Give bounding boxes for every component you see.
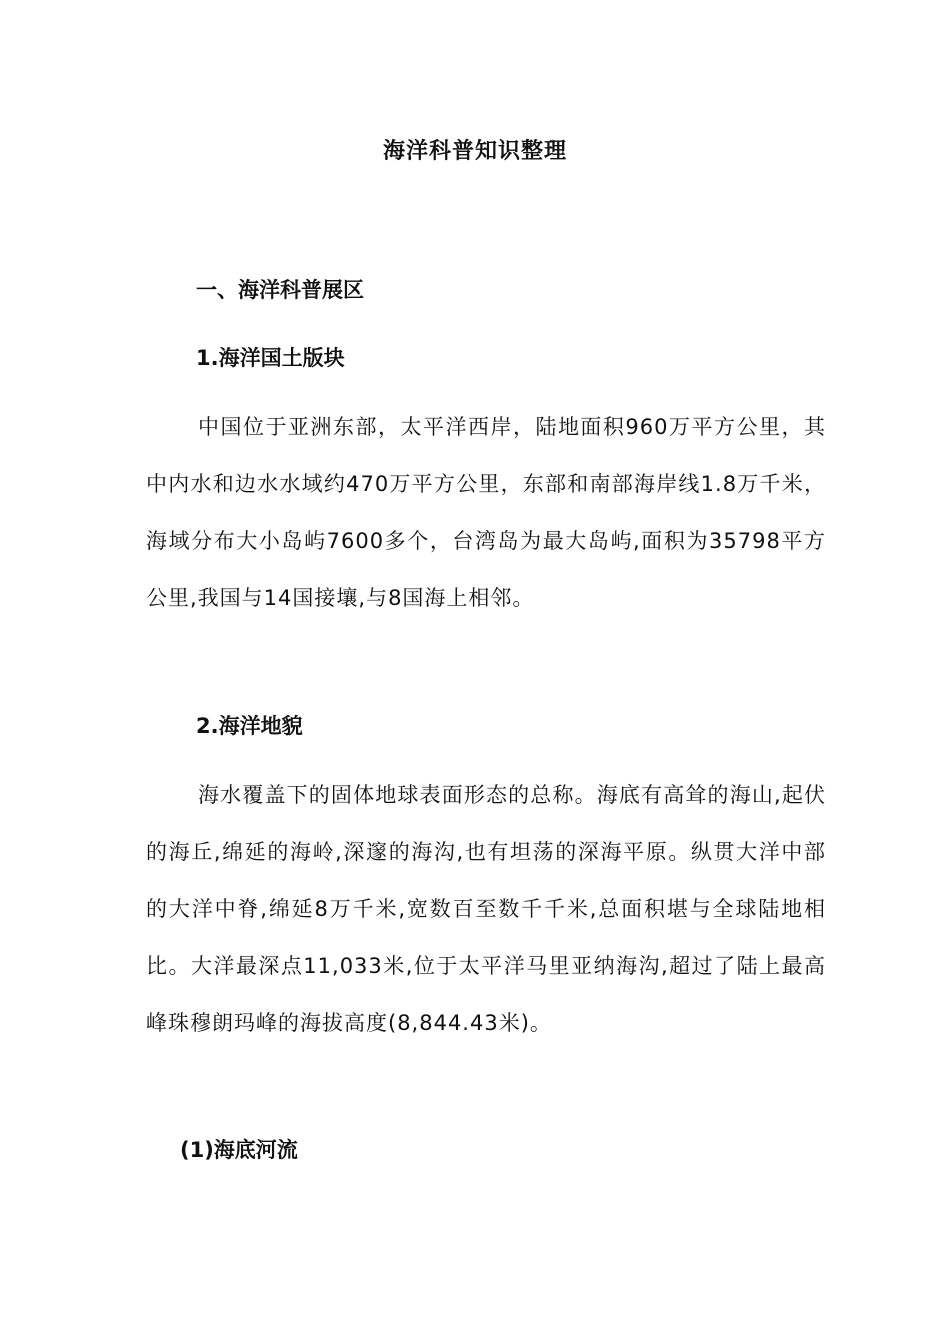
document-title: 海洋科普知识整理 xyxy=(382,139,567,164)
subsection-heading-undersea-rivers: (1)海底河流 xyxy=(180,1138,298,1162)
paragraph-ocean-landforms: 海水覆盖下的固体地球表面形态的总称。海底有高耸的海山,起伏的海丘,绵延的海岭,深邃的海沟,也有坦荡的深海平原。纵贯大洋中部的大洋中脊,绵延8万千米,宽数百至数千千米,总面积堪与全球陆地相比。大洋最深点11,033米,位于太平洋马里亚纳海沟,超过了陆上最高峰珠穆朗玛峰的海拔高度(8,844.43米)。 xyxy=(146,783,826,1035)
subsection-heading-ocean-territory: 1.海洋国土版块 xyxy=(196,346,345,370)
subsection-heading-ocean-landforms: 2.海洋地貌 xyxy=(196,714,303,738)
paragraph-ocean-territory: 中国位于亚洲东部，太平洋西岸，陆地面积960万平方公里，其中内水和边水水域约470万平方公里，东部和南部海岸线1.8万千米，海域分布大小岛屿7600多个，台湾岛为最大岛屿,面积为35798平方公里,我国与14国接壤,与8国海上相邻。 xyxy=(146,415,826,610)
section-heading-ocean-exhibition: 一、海洋科普展区 xyxy=(196,278,364,302)
